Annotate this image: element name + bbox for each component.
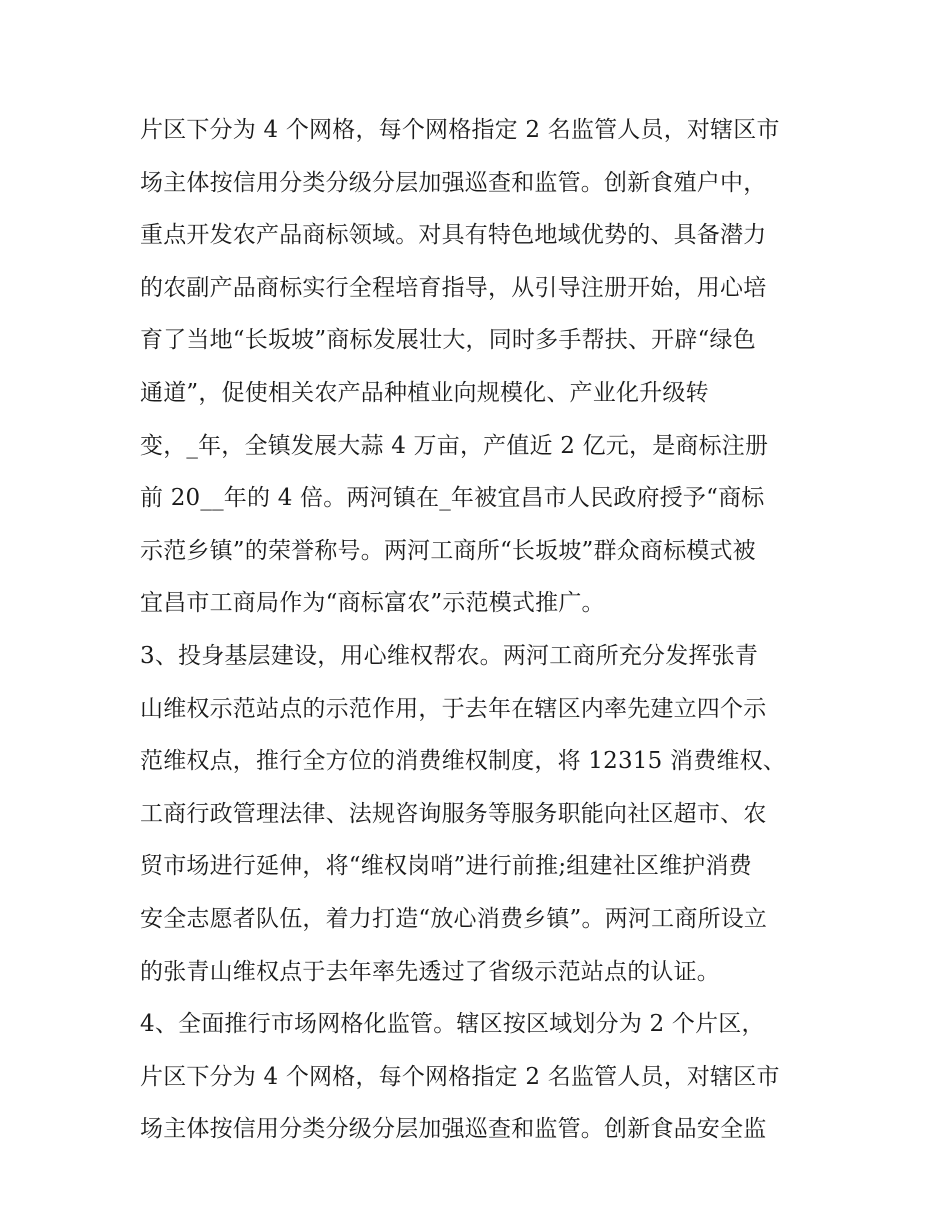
text-line: 场主体按信用分类分级分层加强巡查和监管。创新食殖户中， xyxy=(140,169,767,196)
text-line: 片区下分为 4 个网格，每个网格指定 2 名监管人员，对辖区市 xyxy=(140,1063,780,1090)
text-line: 示范乡镇”的荣誉称号。两河工商所“长坂坡”群众商标模式被 xyxy=(140,537,756,564)
text-line: 通道”，促使相关农产品种植业向规模化、产业化升级转 xyxy=(140,379,709,406)
text-line: 宜昌市工商局作为“商标富农”示范模式推广。 xyxy=(140,590,605,617)
text-line: 变，_年，全镇发展大蒜 4 万亩，产值近 2 亿元，是商标注册 xyxy=(140,432,769,459)
text-line: 的农副产品商标实行全程培育指导，从引导注册开始，用心培 xyxy=(140,274,767,301)
text-line: 山维权示范站点的示范作用，于去年在辖区内率先建立四个示 xyxy=(140,695,767,722)
text-line: 范维权点，推行全方位的消费维权制度，将 12315 消费维权、 xyxy=(140,748,786,775)
text-line: 片区下分为 4 个网格，每个网格指定 2 名监管人员，对辖区市 xyxy=(140,117,780,143)
text-line: 3、投身基层建设，用心维权帮农。两河工商所充分发挥张青 xyxy=(140,642,759,669)
text-line: 4、全面推行市场网格化监管。辖区按区域划分为 2 个片区， xyxy=(140,1011,765,1038)
text-line: 重点开发农产品商标领域。对具有特色地域优势的、具备潜力 xyxy=(140,222,767,249)
text-line: 前 20__年的 4 倍。两河镇在_年被宜昌市人民政府授予“商标 xyxy=(140,485,765,512)
text-line: 的张青山维权点于去年率先透过了省级示范站点的认证。 xyxy=(140,958,720,985)
document-body xyxy=(140,108,820,1160)
text-line: 工商行政管理法律、法规咨询服务等服务职能向社区超市、农 xyxy=(140,800,767,827)
text-line: 安全志愿者队伍，着力打造“放心消费乡镇”。两河工商所设立 xyxy=(140,905,768,932)
text-line: 育了当地“长坂坡”商标发展壮大，同时多手帮扶、开辟“绿色 xyxy=(140,327,756,354)
text-line: 贸市场进行延伸，将“维权岗哨”进行前推;组建社区维护消费 xyxy=(140,853,752,880)
text-line: 场主体按信用分类分级分层加强巡查和监管。创新食品安全监 xyxy=(140,1116,767,1143)
